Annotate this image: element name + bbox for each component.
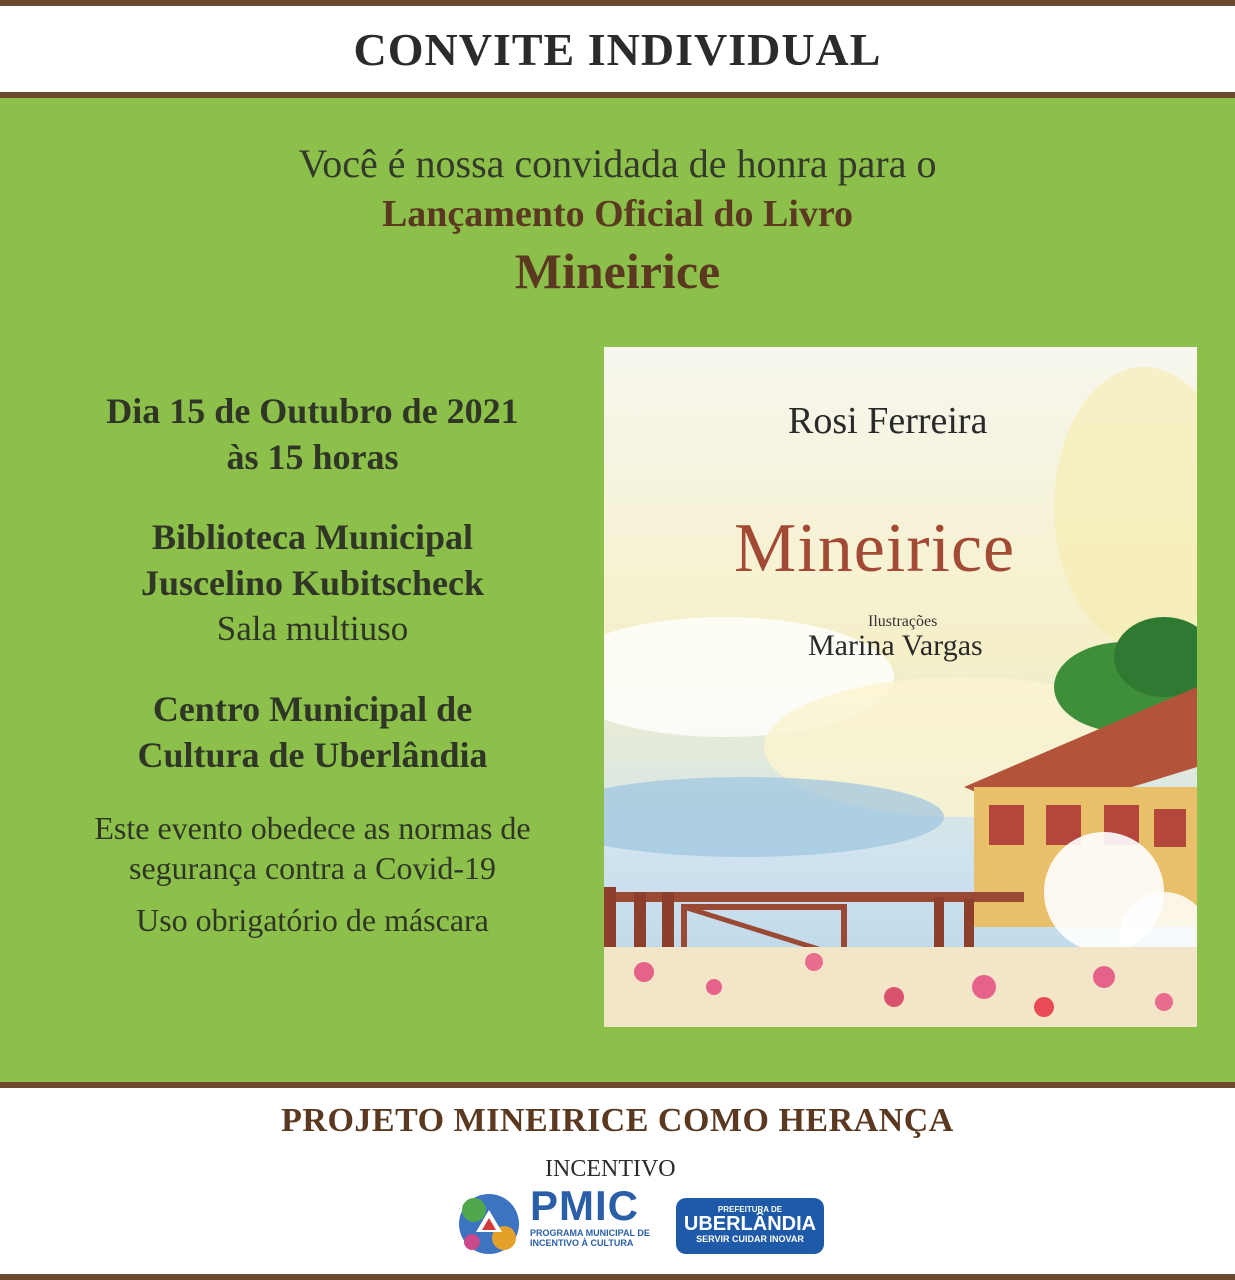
pmic-emblem-icon [452,1180,526,1264]
cover-author: Rosi Ferreira [788,400,988,442]
project-title: PROJETO MINEIRICE COMO HERANÇA [281,1102,954,1139]
pmic-logo [452,1180,662,1264]
invite-title: CONVITE INDIVIDUAL [353,23,882,75]
event-details [20,388,605,940]
pmic-line-2: INCENTIVO À CULTURA [530,1238,634,1248]
cover-illustration [604,347,1197,1027]
city-name: UBERLÂNDIA [683,1213,817,1235]
covid-notice-2: segurança contra a Covid-19 [129,850,496,886]
bottom-border [0,1274,1235,1280]
venue-name-1: Biblioteca Municipal [151,517,473,557]
pmic-line-1: PROGRAMA MUNICIPAL DE [530,1228,650,1238]
illustrator-name: Marina Vargas [808,629,983,662]
covid-notice-1: Este evento obedece as normas de [94,810,531,846]
intro-line: Você é nossa convidada de honra para o [298,141,937,186]
illustrations-label: Ilustrações [868,613,938,630]
book-cover [604,347,1197,1027]
uberlandia-logo [676,1198,824,1254]
event-date: Dia 15 de Outubro de 2021 [106,391,519,431]
place-name-1: Centro Municipal de [152,689,473,729]
intro-block [0,140,1235,302]
cover-title: Mineirice [734,510,1016,587]
venue-name-2: Juscelino Kubitscheck [140,563,485,603]
book-name-heading: Mineirice [514,243,721,299]
footer-divider [0,1082,1235,1088]
launch-heading: Lançamento Oficial do Livro [381,193,854,235]
event-time: às 15 horas [226,437,399,477]
place-name-2: Cultura de Uberlândia [137,735,488,775]
city-slogan: SERVIR CUIDAR INOVAR [696,1234,804,1244]
mask-notice: Uso obrigatório de máscara [136,902,489,938]
incentive-label: INCENTIVO [545,1156,676,1182]
header [0,6,1235,92]
prefeitura-label: PREFEITURA DE [717,1205,783,1214]
venue-room: Sala multiuso [216,609,409,648]
pmic-acronym: PMIC [530,1182,639,1229]
